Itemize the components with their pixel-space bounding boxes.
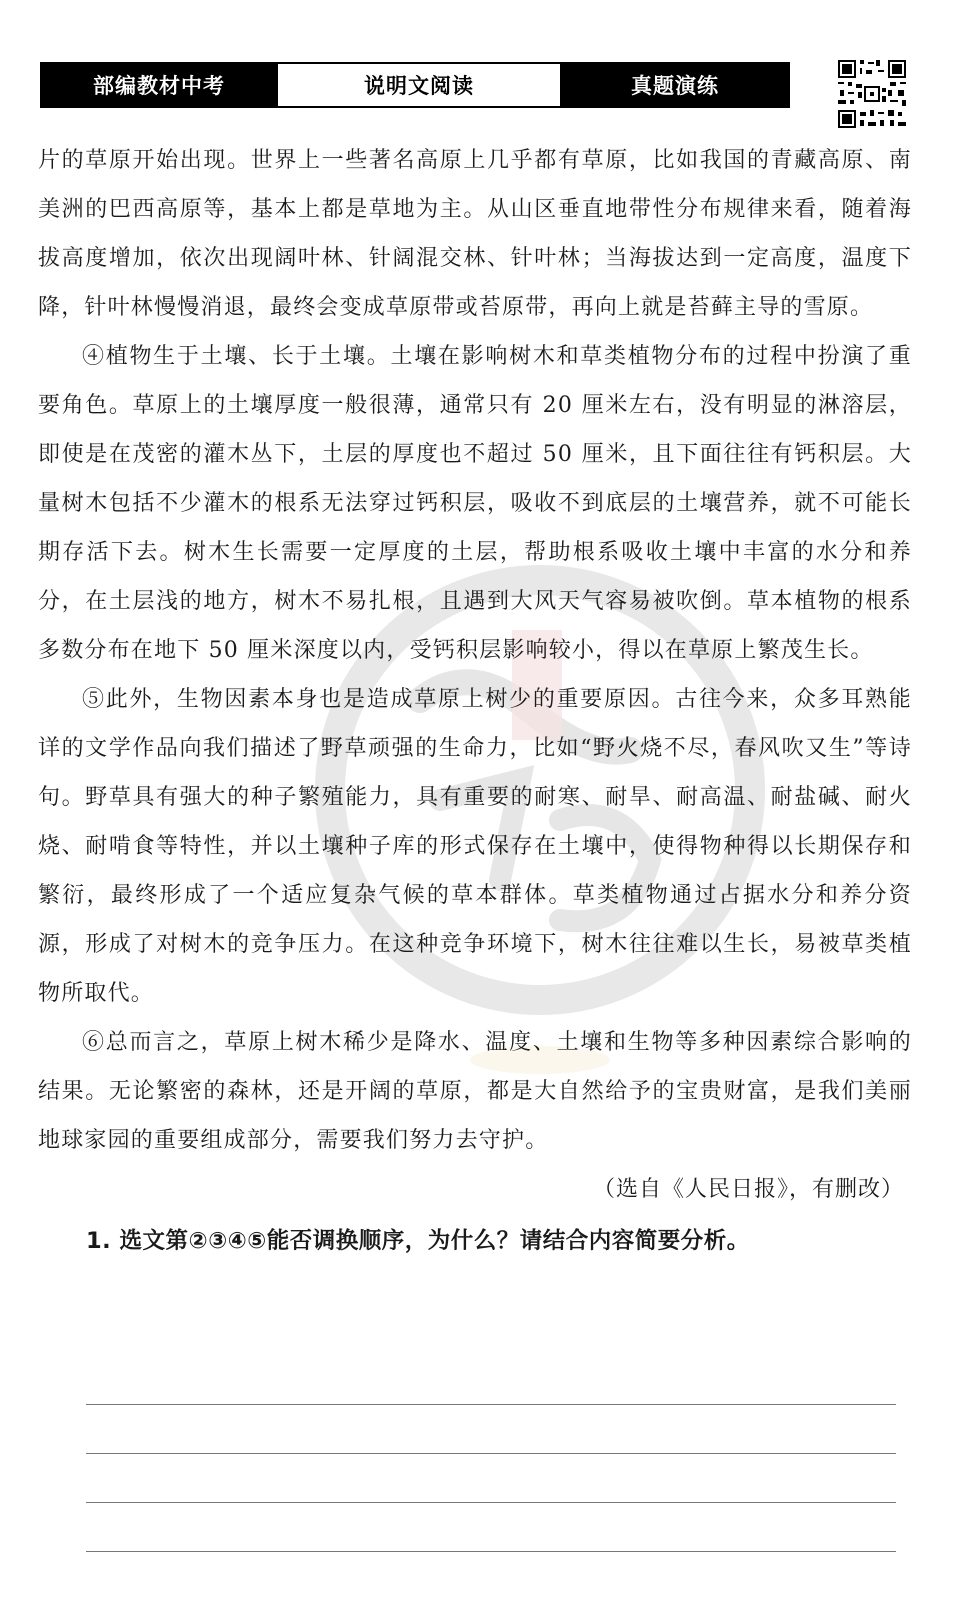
- answer-line: [86, 1551, 896, 1552]
- header-center: 说明文阅读: [276, 64, 562, 106]
- paragraph-5: ⑤此外，生物因素本身也是造成草原上树少的重要原因。古往今来，众多耳熟能详的文学作品向我们描述了野草顽强的生命力，比如“野火烧不尽，春风吹又生”等诗句。野草具有强大的种子繁殖能力，具有重要的耐寒、耐旱、耐高温、耐盐碱、耐火烧、耐啃食等特性，并以土壤种子库的形式保存在土壤中，使得物种得以长期保存和繁衍，最终形成了一个适应复杂气候的草本群体。草类植物通过占据水分和养分资源，形成了对树木的竞争压力。在这种竞争环境下，树木往往难以生长，易被草类植物所取代。: [38, 687, 912, 1006]
- article-body: [38, 136, 912, 1261]
- header-right: 真题演练: [562, 64, 788, 106]
- qr-code-icon: [836, 58, 908, 130]
- header-bar: [40, 62, 790, 108]
- answer-line: [86, 1404, 896, 1405]
- paragraph-4: ④植物生于土壤、长于土壤。土壤在影响树木和草类植物分布的过程中扮演了重要角色。草原上的土壤厚度一般很薄，通常只有 20 厘米左右，没有明显的淋溶层，即使是在茂密的灌木丛下，土层的厚度也不超过 50 厘米，且下面往往有钙积层。大量树木包括不少灌木的根系无法穿过钙积层，吸收不到底层的土壤营养，就不可能长期存活下去。树木生长需要一定厚度的土层，帮助根系吸收土壤中丰富的水分和养分，在土层浅的地方，树木不易扎根，且遇到大风天气容易被吹倒。草本植物的根系多数分布在地下 50 厘米深度以内，受钙积层影响较小，得以在草原上繁茂生长。: [38, 344, 912, 663]
- header-left: 部编教材中考: [42, 64, 276, 106]
- question-1: 1. 选文第②③④⑤能否调换顺序，为什么？请结合内容简要分析。: [86, 1228, 750, 1254]
- answer-area[interactable]: [86, 1404, 896, 1600]
- answer-line: [86, 1453, 896, 1454]
- source-citation: （选自《人民日报》，有删改）: [592, 1177, 904, 1202]
- paragraph-6: ⑥总而言之，草原上树木稀少是降水、温度、土壤和生物等多种因素综合影响的结果。无论繁密的森林，还是开阔的草原，都是大自然给予的宝贵财富，是我们美丽地球家园的重要组成部分，需要我们努力去守护。: [38, 1030, 912, 1153]
- paragraph-3-continued: 片的草原开始出现。世界上一些著名高原上几乎都有草原，比如我国的青藏高原、南美洲的巴西高原等，基本上都是草地为主。从山区垂直地带性分布规律来看，随着海拔高度增加，依次出现阔叶林、针阔混交林、针叶林；当海拔达到一定高度，温度下降，针叶林慢慢消退，最终会变成草原带或苔原带，再向上就是苔藓主导的雪原。: [38, 148, 912, 320]
- answer-line: [86, 1502, 896, 1503]
